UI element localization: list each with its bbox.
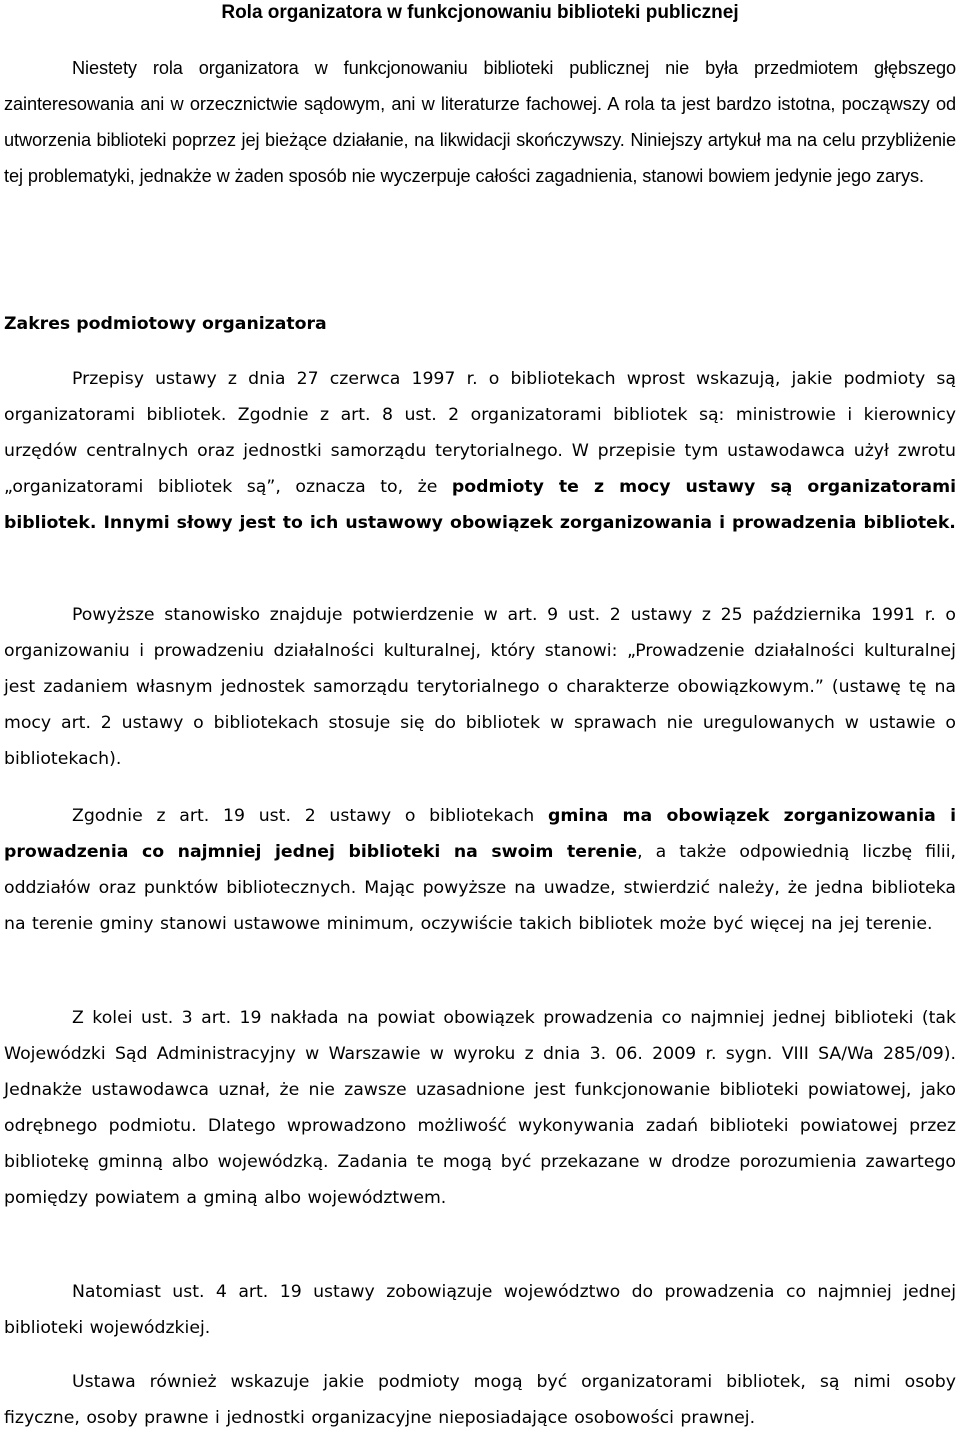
document-title: Rola organizatora w funkcjonowaniu biblioteki publicznej xyxy=(221,2,739,23)
paragraph-bold-text: gmina ma obowiązek zorganizowania i prowadzenia co najmniej jednej biblioteki na swoim terenie xyxy=(4,806,957,862)
section-heading: Zakres podmiotowy organizatora xyxy=(4,314,327,334)
paragraph-powiat: Z kolei ust. 3 art. 19 nakłada na powiat obowiązek prowadzenia co najmniej jednej biblioteki (tak Wojewódzki Sąd Administracyjny w Warszawie w wyroku z dnia 3. 06. 2009 r. sygn. VIII SA/Wa 285/09). Jednakże ustawodawca uznał, że nie zawsze uzasadnione jest funkcjonowanie biblioteki powiatowej, jako odrębnego podmiotu. Dlatego wprowadzono możliwość wykonywania zadań biblioteki powiatowej przez bibliotekę gminną albo wojewódzką. Zadania te mogą być przekazane w drodze porozumienia zawartego pomiędzy powiatem a gminą albo województwem. xyxy=(4,1008,956,1208)
paragraph-wojewodztwo: Natomiast ust. 4 art. 19 ustawy zobowiązuje województwo do prowadzenia co najmniej jednej biblioteki wojewódzkiej. xyxy=(4,1282,956,1338)
intro-paragraph: Niestety rola organizatora w funkcjonowaniu biblioteki publicznej nie była przedmiotem głębszego zainteresowania ani w orzecznictwie sądowym, ani w literaturze fachowej. A rola ta jest bardzo istotna, począwszy od utworzenia biblioteki poprzez jej bieżące działanie, na likwidacji skończywszy. Niniejszy artykuł ma na celu przybliżenie tej problematyki, jednakże w żaden sposób nie wyczerpuje całości zagadnienia, stanowi bowiem jedynie jego zarys. xyxy=(4,58,956,186)
paragraph-text: Zgodnie z art. 19 ust. 2 ustawy o bibliotekach xyxy=(72,806,548,826)
paragraph-text: , a także odpowiednią liczbę filii, oddziałów oraz punktów bibliotecznych. Mając powyższe na uwadze, stwierdzić należy, że jedna biblioteka na terenie gminy stanowi ustawowe minimum, oczywiście takich bibliotek może być więcej na jej terenie. xyxy=(4,842,956,934)
paragraph-other-organizers: Ustawa również wskazuje jakie podmioty mogą być organizatorami bibliotek, są nimi osoby fizyczne, osoby prawne i jednostki organizacyjne nieposiadające osobowości prawnej. xyxy=(4,1372,956,1428)
document-page xyxy=(4,0,957,1428)
paragraph-confirmation: Powyższe stanowisko znajduje potwierdzenie w art. 9 ust. 2 ustawy z 25 października 1991 r. o organizowaniu i prowadzeniu działalności kulturalnej, który stanowi: „Prowadzenie działalności kulturalnej jest zadaniem własnym jednostek samorządu terytorialnego o charakterze obowiązkowym.” (ustawę tę na mocy art. 2 ustawy o bibliotekach stosuje się do bibliotek w sprawach nie uregulowanych w ustawie o bibliotekach). xyxy=(4,605,956,769)
paragraph-bold-text: podmioty te z mocy ustawy są organizatorami bibliotek. Innymi słowy jest to ich ustawowy obowiązek zorganizowania i prowadzenia bibliotek. xyxy=(4,477,956,533)
paragraph-subjects xyxy=(4,361,956,541)
paragraph-gmina xyxy=(4,798,956,942)
paragraph-text: Przepisy ustawy z dnia 27 czerwca 1997 r. o bibliotekach wprost wskazują, jakie podmioty są organizatorami bibliotek. Zgodnie z art. 8 ust. 2 organizatorami bibliotek są: ministrowie i kierownicy urzędów centralnych oraz jednostki samorządu terytorialnego. W przepisie tym ustawodawca użył zwrotu „organizatorami bibliotek są”, oznacza to, że xyxy=(4,369,956,497)
